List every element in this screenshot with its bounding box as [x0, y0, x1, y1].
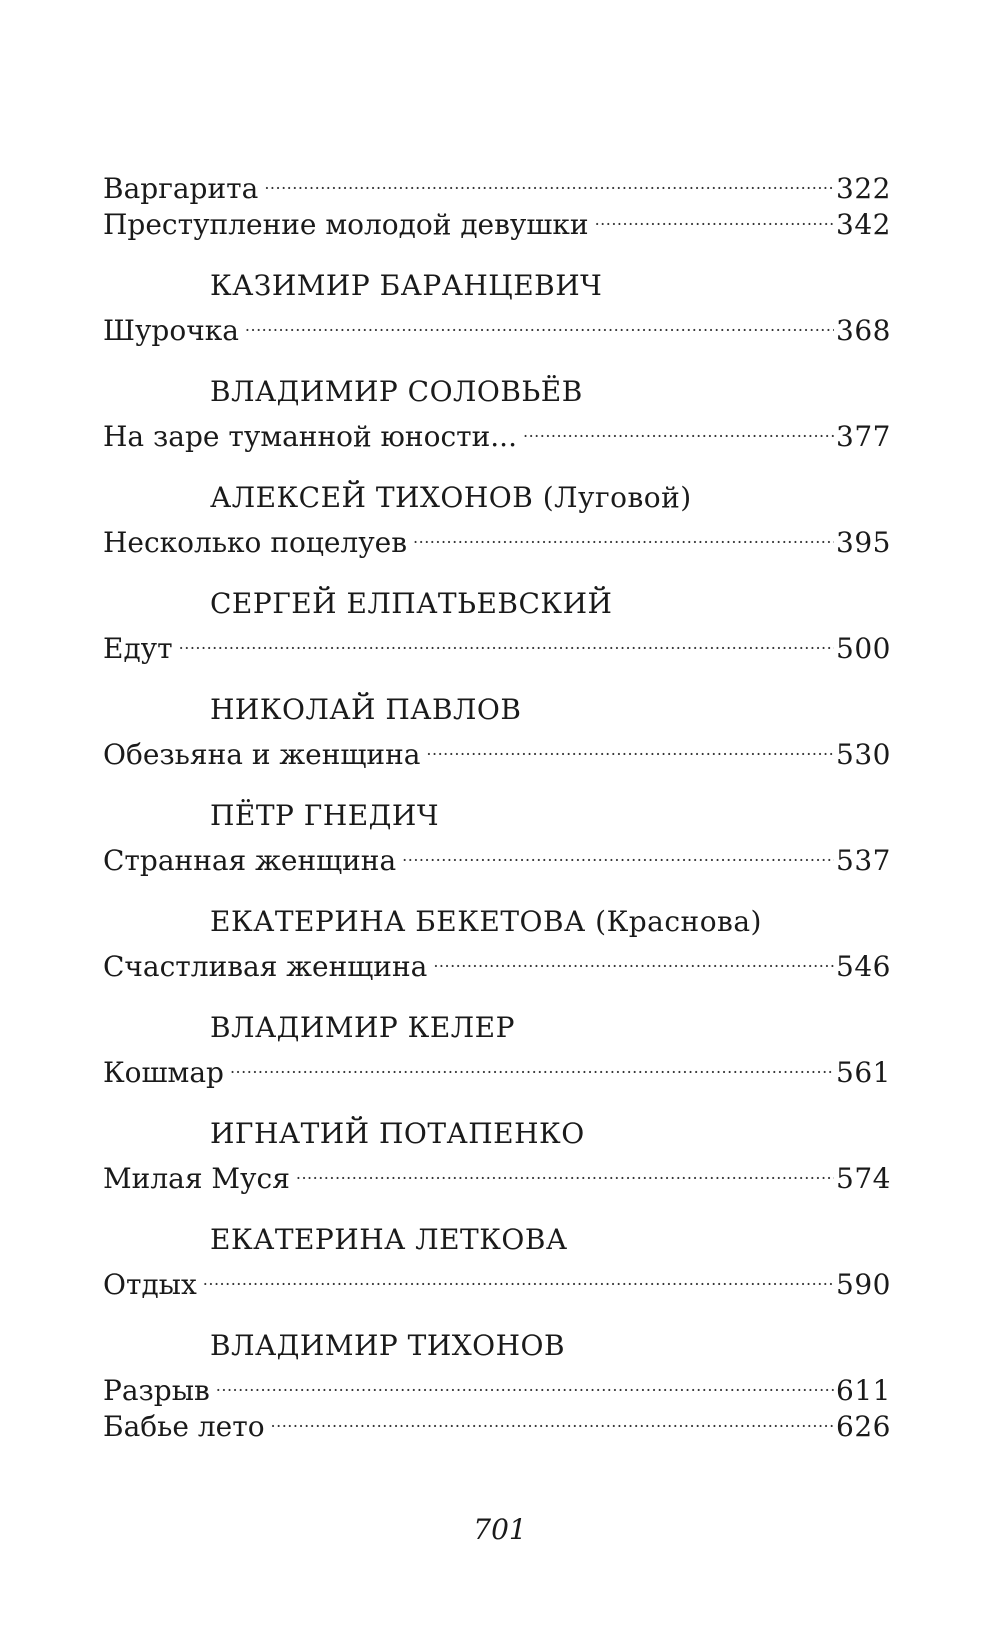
toc-entry[interactable]: [103, 410, 891, 453]
dot-leader: [271, 1400, 835, 1436]
author-heading: ЕКАТЕРИНА БЕКЕТОВА (Краснова): [210, 905, 762, 938]
entry-title: Преступление молодой девушки: [103, 208, 589, 241]
dot-leader: [426, 728, 834, 764]
entry-title: Варгарита: [103, 172, 259, 205]
author-heading: ПЁТР ГНЕДИЧ: [210, 799, 439, 832]
entry-page-number: 611: [836, 1374, 891, 1407]
entry-title: Едут: [103, 632, 173, 665]
entry-title: Кошмар: [103, 1056, 224, 1089]
toc-entry[interactable]: [103, 1046, 891, 1089]
toc-entry[interactable]: [103, 1152, 891, 1195]
page-number: 701: [473, 1513, 527, 1546]
author-heading: НИКОЛАЙ ПАВЛОВ: [210, 693, 522, 726]
author-heading: ВЛАДИМИР КЕЛЕР: [210, 1011, 515, 1044]
toc-entry[interactable]: [103, 162, 891, 205]
toc-entry[interactable]: [103, 516, 891, 559]
entry-title: На заре туманной юности...: [103, 420, 517, 453]
toc-entry[interactable]: [103, 1258, 891, 1301]
toc-entry[interactable]: [103, 728, 891, 771]
dot-leader: [296, 1152, 834, 1188]
toc-entry[interactable]: [103, 304, 891, 347]
entry-title: Бабье лето: [103, 1410, 265, 1443]
entry-page-number: 530: [836, 738, 891, 771]
dot-leader: [413, 516, 834, 552]
dot-leader: [433, 940, 834, 976]
entry-title: Несколько поцелуев: [103, 526, 408, 559]
toc-entry[interactable]: [103, 1400, 891, 1443]
entry-title: Странная женщина: [103, 844, 397, 877]
toc-entry[interactable]: [103, 1364, 891, 1407]
entry-title: Отдых: [103, 1268, 197, 1301]
toc-entry[interactable]: [103, 834, 891, 877]
author-heading: ЕКАТЕРИНА ЛЕТКОВА: [210, 1223, 568, 1256]
author-heading: ВЛАДИМИР СОЛОВЬЁВ: [210, 375, 583, 408]
entry-page-number: 546: [836, 950, 891, 983]
entry-page-number: 342: [836, 208, 891, 241]
entry-page-number: 322: [836, 172, 891, 205]
author-heading: ИГНАТИЙ ПОТАПЕНКО: [210, 1117, 585, 1150]
dot-leader: [179, 622, 834, 658]
entry-page-number: 561: [836, 1056, 891, 1089]
entry-title: Разрыв: [103, 1374, 210, 1407]
entry-page-number: 377: [836, 420, 891, 453]
entry-page-number: 590: [836, 1268, 891, 1301]
entry-title: Счастливая женщина: [103, 950, 428, 983]
entry-page-number: 368: [836, 314, 891, 347]
author-heading: ВЛАДИМИР ТИХОНОВ: [210, 1329, 566, 1362]
author-heading: КАЗИМИР БАРАНЦЕВИЧ: [210, 269, 603, 302]
entry-page-number: 500: [836, 632, 891, 665]
author-heading: СЕРГЕЙ ЕЛПАТЬЕВСКИЙ: [210, 587, 613, 620]
dot-leader: [402, 834, 834, 870]
dot-leader: [245, 304, 834, 340]
entry-title: Шурочка: [103, 314, 239, 347]
entry-title: Обезьяна и женщина: [103, 738, 421, 771]
entry-page-number: 574: [836, 1162, 891, 1195]
entry-page-number: 395: [836, 526, 891, 559]
entry-page-number: 626: [836, 1410, 891, 1443]
dot-leader: [230, 1046, 834, 1082]
entry-title: Милая Муся: [103, 1162, 290, 1195]
toc-entry[interactable]: [103, 940, 891, 983]
dot-leader: [216, 1364, 834, 1400]
dot-leader: [595, 198, 834, 234]
author-heading: АЛЕКСЕЙ ТИХОНОВ (Луговой): [210, 481, 692, 514]
dot-leader: [523, 410, 834, 446]
toc-entry[interactable]: [103, 622, 891, 665]
dot-leader: [264, 162, 834, 198]
table-of-contents: [103, 162, 891, 1443]
entry-page-number: 537: [836, 844, 891, 877]
dot-leader: [203, 1258, 834, 1294]
